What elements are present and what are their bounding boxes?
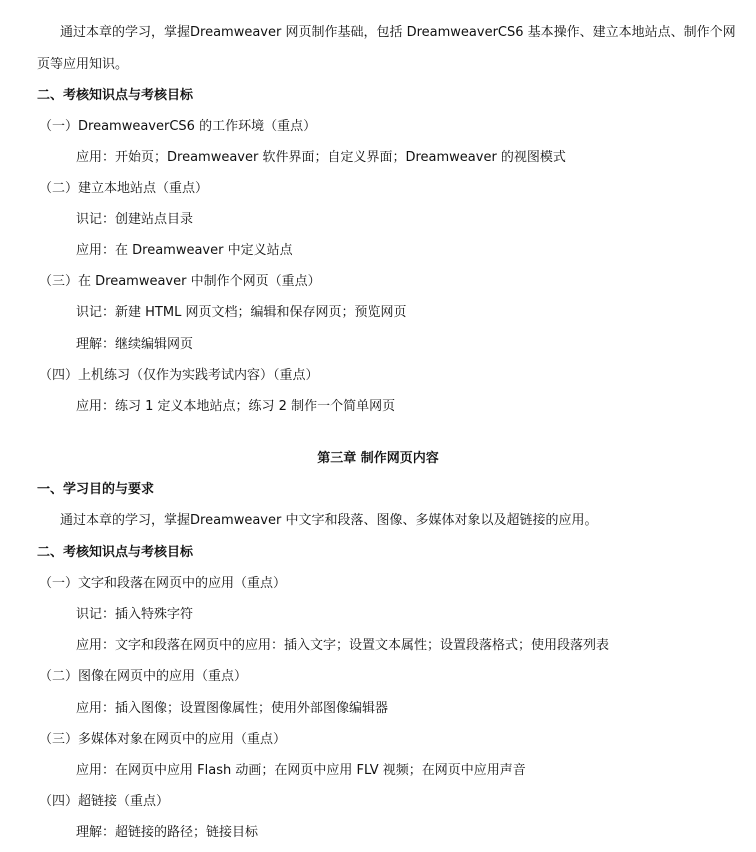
topic-heading: （二）建立本地站点（重点） bbox=[39, 181, 209, 196]
topic-heading: （一）文字和段落在网页中的应用（重点） bbox=[39, 576, 287, 591]
topic-item: 识记：新建 HTML 网页文档；编辑和保存网页；预览网页 bbox=[76, 305, 407, 320]
topic-heading: （三）多媒体对象在网页中的应用（重点） bbox=[39, 732, 287, 747]
goal-paragraph: 通过本章的学习，掌握Dreamweaver 中文字和段落、图像、多媒体对象以及超链接的应用。 bbox=[60, 513, 598, 528]
intro-paragraph-line-2: 页等应用知识。 bbox=[37, 57, 129, 72]
topic-item: 应用：在网页中应用 Flash 动画；在网页中应用 FLV 视频；在网页中应用声音 bbox=[76, 763, 526, 778]
topic-item: 理解：继续编辑网页 bbox=[76, 337, 194, 352]
topic-item: 识记：创建站点目录 bbox=[76, 212, 194, 227]
topic-heading: （三）在 Dreamweaver 中制作个网页（重点） bbox=[39, 274, 321, 289]
section-heading: 二、考核知识点与考核目标 bbox=[37, 88, 194, 103]
topic-heading: （四）超链接（重点） bbox=[39, 794, 170, 809]
intro-paragraph-line-1: 通过本章的学习，掌握Dreamweaver 网页制作基础，包括 DreamweaverCS6 基本操作、建立本地站点、制作个网 bbox=[60, 25, 736, 40]
chapter-title: 第三章 制作网页内容 bbox=[317, 451, 439, 466]
section-heading: 一、学习目的与要求 bbox=[37, 482, 155, 497]
topic-heading: （一）DreamweaverCS6 的工作环境（重点） bbox=[39, 119, 317, 134]
topic-item: 应用：练习 1 定义本地站点；练习 2 制作一个简单网页 bbox=[76, 399, 396, 414]
topic-item: 应用：在 Dreamweaver 中定义站点 bbox=[76, 243, 293, 258]
section-heading: 二、考核知识点与考核目标 bbox=[37, 545, 194, 560]
topic-heading: （四）上机练习（仅作为实践考试内容）（重点） bbox=[39, 368, 319, 383]
topic-item: 识记：插入特殊字符 bbox=[76, 607, 194, 622]
topic-item: 应用：插入图像；设置图像属性；使用外部图像编辑器 bbox=[76, 701, 389, 716]
topic-heading: （二）图像在网页中的应用（重点） bbox=[39, 669, 248, 684]
topic-item: 应用：开始页；Dreamweaver 软件界面；自定义界面；Dreamweaver 的视图模式 bbox=[76, 150, 566, 165]
topic-item: 理解：超链接的路径；链接目标 bbox=[76, 825, 259, 840]
topic-item: 应用：文字和段落在网页中的应用：插入文字；设置文本属性；设置段落格式；使用段落列表 bbox=[76, 638, 610, 653]
